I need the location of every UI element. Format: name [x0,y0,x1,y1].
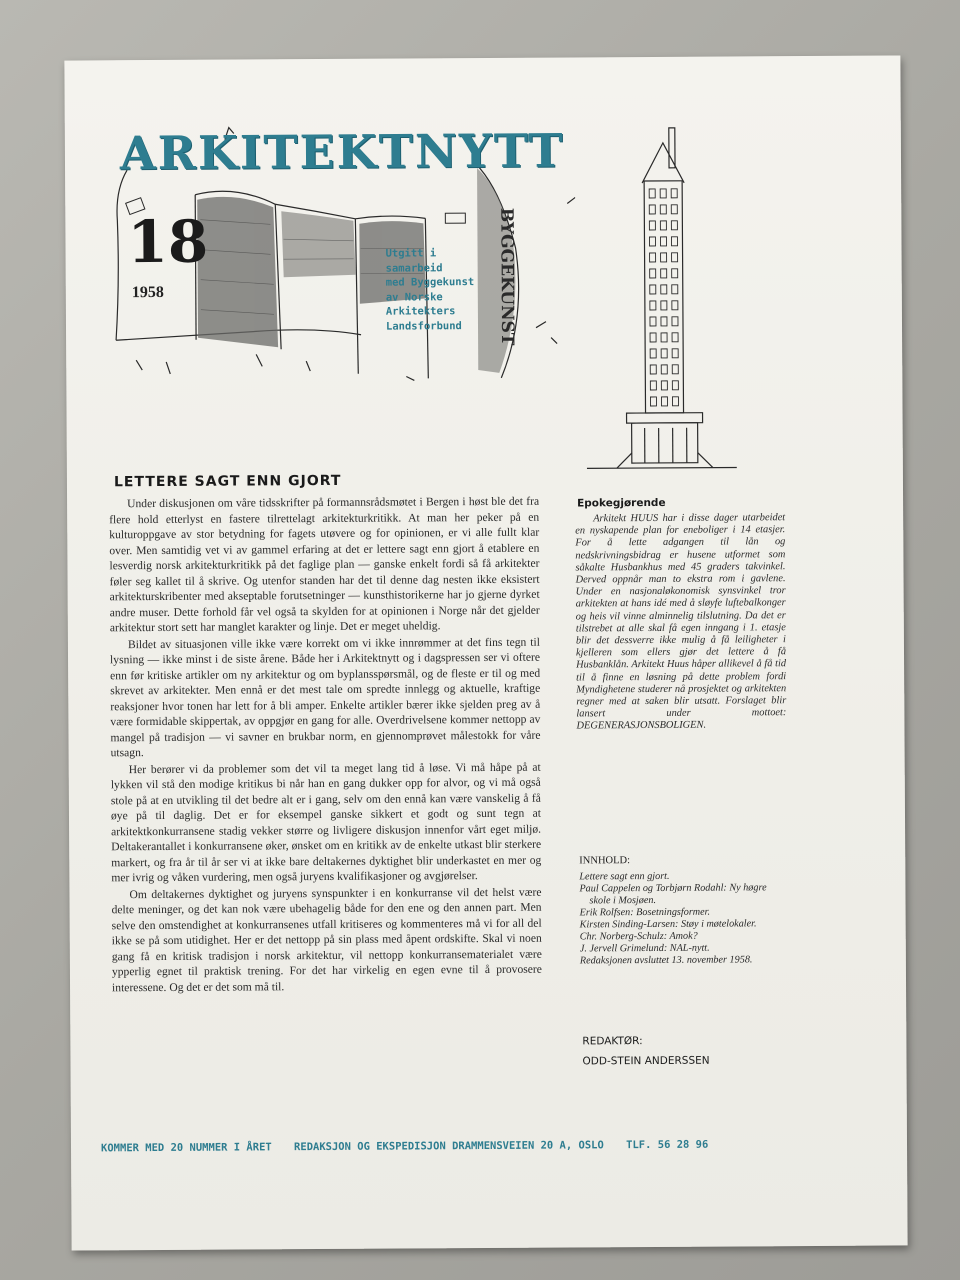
tower-window [672,301,678,310]
subtitle-line: Utgitt i [385,247,437,260]
contents-item: Paul Cappelen og Torbjørn Rodahl: Ny høgre skole i Mosjøen. [579,882,767,907]
tower-window [672,317,678,326]
tower-window [649,189,655,198]
editor-heading: REDAKTØR: [582,1035,643,1048]
article-paragraph: Bildet av situasjonen ville ikke være korrekt om vi ikke innrømmer at det fins tegn til lysning — ikke minst i de siste årene. Både her i Arkitektnytt og i dagspressen ser vi oftere enn før kritiske artikler om ny arkitektur og om byplansspørsmål, og de fleste er til og med skrevet av arkitekter. Men ennå er det mest tale om spredte innlegg og aktuelle, kraftige reaksjoner hvor tonen har lett for å bli amper. Enkelte artikler bærer ikke sjelden preg av å være formidable skippertak, av oppgjør en gang for alle. Overdrivelsene kommer nettopp av mangel på tradisjon — vi savner en brukbar norm, en gjennomprøvet målestokk for våre utsagn. [109,635,541,760]
contents-list [579,870,790,967]
tower-window [650,317,656,326]
tower-window [672,397,678,406]
masthead-vertical-word: BYGGEKUNST [496,207,518,346]
article-paragraph: Om deltakernes dyktighet og juryens synspunkter i en konkurranse vil det helst være delte meninger, og det kan nok være ubehagelig både for den ene og den annen part. Men selve den omstendighet at konkurransenes utfall kritiseres og kommenteres må vi for all del ikke se på som utidighet. Her er det nettopp på sin plass med åpent ordskifte. Skal vi noen gang få en kritisk tradisjon i norsk arkitektur, vil nettopp konkurransematerialet være ypperlig egnet til praktisk trening. For det har virkelig en egen evne til å provosere interessene. Og det er det som må til. [111,885,542,994]
footer-frequency: KOMMER MED 20 NUMMER I ÅRET [100,1141,272,1155]
tower-window [671,189,677,198]
tower-window [661,269,667,278]
sidebar-text: Arkitekt HUUS har i disse dager utarbeidet en nyskapende plan for eneboliger i 14 etasjer. For å lette adgangen til lån og nedskrivningsbidrag er husene utformet som såkalte Husbankhus med 45 graders takvinkel. Derved oppnår man to ekstra rom i gavlene. Under en nasjonaløkonomisk synsvinkel tror arkitekten at hans idé med å sløyfe luftebalkonger og heis vil vinne alminnelig tilslutning. Da det er tilstrebet at alle skal få egen inngang i 1. etasje blir det dessverre ikke mulig å få leiligheter i kjelleren som ellers gjør det lettere å få Husbanklån. Arkitekt Huus håper allikevel å få tid til å finne en løsning på dette problem fordi Myndighetene studerer nå prosjektet og arkitekten regner med at saken blir utsatt. Forslaget blir lansert under mottoet: DEGENERASJONSBOLIGEN. [575,512,787,732]
tower-window [672,381,678,390]
tower-window [661,349,667,358]
tower-window [672,285,678,294]
tower-window [660,205,666,214]
editor-name: ODD-STEIN ANDERSSEN [582,1054,710,1068]
tower-window [661,253,667,262]
tower-window [649,205,655,214]
contents-heading: INNHOLD: [579,855,631,867]
article-paragraph: Her berører vi da problemer som det vil ta meget lang tid å løse. Vi må håpe på at lykken vil stå den modige kritikus bi når han en gang dukker opp for alvor, og vi må også stole på at en utvikling til det bedre alt er i gang, selv om den ennå kan være vanskelig å få øye på til daglig. Det er for eksempel ganske sikkert et godt og sunt tegn at arkitektkonkurransene stadig vekker større og livligere diskusjon innenfor vårt eget miljø. Deltakerantallet i konkurransene øker, ønsket om en kritikk av de enkelte utkast blir sterkere markert, og fra år til år ser vi at ikke bare deltakernes dyktighet blir underkastet en mer og mer ivrig og våken vurdering, men også juryens kvalifikasjoner og avgjørelser. [110,760,542,885]
tower-window [661,317,667,326]
tower-window [649,221,655,230]
contents-item: Kirsten Sinding-Larsen: Støy i møtelokaler. [579,918,757,931]
tower-window [660,221,666,230]
tower-window [661,397,667,406]
tower-window [650,269,656,278]
issue-year: 1958 [131,283,164,302]
contents-item: J. Jervell Grimelund: NAL-nytt. [579,942,710,955]
contents-item: Erik Rolfsen: Bosetningsformer. [579,906,711,919]
magazine-title: ARKITEKTNYTT [119,123,565,181]
tower-window [650,397,656,406]
masthead [105,97,577,400]
article-body [109,494,542,997]
tower-window [672,269,678,278]
footer [101,1138,881,1155]
tower-window [650,381,656,390]
tower-window [661,333,667,342]
subtitle-line: av Norske [385,290,443,304]
subtitle-line: samarbeid [385,261,443,275]
subtitle-line: Arkitekters [385,305,456,318]
tower-window [661,285,667,294]
tower-window [672,349,678,358]
contents-item: Lettere sagt enn gjort. [579,870,670,883]
tower-window [650,349,656,358]
footer-phone: TLF. 56 28 96 [626,1138,709,1152]
subtitle-line: Landsforbund [385,319,462,333]
tower-window [661,301,667,310]
tower-window [661,365,667,374]
tower-window [650,333,656,342]
tower-window [650,301,656,310]
tower-window [672,333,678,342]
sidebar-heading: Epokegjørende [577,496,666,510]
tower-window [672,365,678,374]
tower-window [671,221,677,230]
subtitle-line: med Byggekunst [385,276,475,289]
article-paragraph: Under diskusjonen om våre tidsskrifter på formannsrådsmøtet i Bergen i høst ble det fra flere hold etterlyst en fastere tilrettelagt arkitekturkritikk. At man her peker på en kulturoppgave av stor betydning for fagets utøvere og for opinionen, er vi alle fullt klar over. Men samtidig vet vi av gammel erfaring at det er lettere sagt enn gjort å etablere en lesverdig norsk arkitekturkritikk på det faglige plan — ganske enkelt fordi så få arkitekter føler seg kallet til å skrive. Og utenfor standen har det til denne dag nesten ikke eksistert arkitekturskribenter med akseptable forutsetninger — kunsthistorikerne har jo gjerne dyrket andre muser. Dette forhold får vel også ta skylden for at opinionen i Norge når det gjelder arkitektur stort sett har manglet karakter og linje. Det er meget uheldig. [109,494,540,635]
tower-window [660,189,666,198]
issue-number: 18 [127,207,209,277]
tower-window [671,237,677,246]
contents-item: Chr. Norberg-Schulz: Amok? [579,930,698,943]
tower-window [649,237,655,246]
magazine-page [64,55,907,1250]
tower-window [650,365,656,374]
tower-window [650,253,656,262]
masthead-subtitle [386,246,507,334]
tower-window [660,237,666,246]
article-title: LETTERE SAGT ENN GJORT [113,472,342,491]
tower-window [672,253,678,262]
tower-window [661,381,667,390]
tower-window [671,205,677,214]
footer-address: REDAKSJON OG EKSPEDISJON DRAMMENSVEIEN 20 A, OSLO [293,1139,604,1154]
tower-illustration [585,122,737,473]
tower-window [650,285,656,294]
contents-item: Redaksjonen avsluttet 13. november 1958. [579,954,753,967]
